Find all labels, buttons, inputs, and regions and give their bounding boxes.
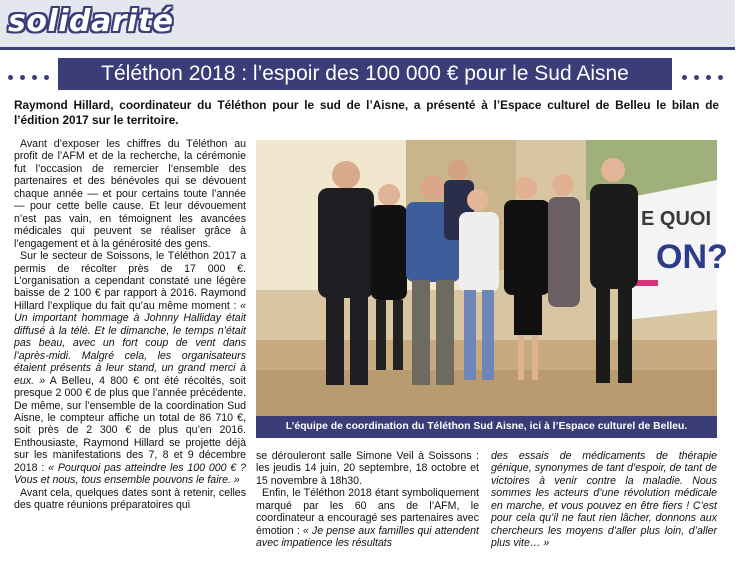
banner-text: ON? bbox=[656, 238, 728, 276]
group-photo-illustration bbox=[256, 140, 728, 416]
column-3 bbox=[491, 450, 717, 550]
text: Sur le secteur de Soissons, le Téléthon 2017 a permis de récolter près de 17 000 €. L’organisation a cependant constaté une légère baisse de 2 100 € par rapport à 2016. Raymond Hillard l’explique du fait qu’au même moment : bbox=[14, 250, 246, 312]
quote: « Pourquoi pas atteindre les 100 000 € ? Vous et nous, tous ensemble pouvons le faire. » bbox=[14, 461, 246, 487]
column-1 bbox=[14, 138, 246, 512]
photo-caption: L’équipe de coordination du Téléthon Sud Aisne, ici à l’Espace culturel de Belleu. bbox=[256, 416, 717, 438]
header-band bbox=[0, 0, 735, 50]
group-photo bbox=[256, 140, 728, 416]
article-lead: Raymond Hillard, coordinateur du Téléthon pour le sud de l’Aisne, a présenté à l’Espace culturel de Belleu le bilan de l’édition 2017 sur le territoire. bbox=[14, 98, 719, 127]
quote: « Un important hommage à Johnny Halliday était diffusé à la télé. Et le dimanche, le temps n’était pas beau, avec un fort coup de vent dans l’après-midi. Malgré cela, les organisateurs étaient présents à leur stand, un grand merci à eux. » bbox=[14, 299, 246, 387]
text: A Belleu, 4 800 € ont été récoltés, soit presque 2 000 € de plus que l’année précédente. De même, sur l’ensemble de la coordination Sud Aisne, le compteur affiche un total de 86 710 €, soit près de 2 300 € de plus qu’en 2016. Enthousiaste, Raymond Hillard se projette déjà sur les manifestations des 7, 8 et 9 décembre 2018 : bbox=[14, 374, 246, 474]
banner-text: E QUOI bbox=[641, 208, 712, 230]
quote: « Je pense aux familles qui attendent avec impatience les résultats bbox=[256, 524, 479, 550]
paragraph: Avant cela, quelques dates sont à retenir, celles des quatre réunions préparatoires qui bbox=[14, 486, 246, 512]
text: Enfin, le Téléthon 2018 étant symboliquement marqué par les 60 ans de l’AFM, le coordinateur a encouragé ses partenaires avec émotion : bbox=[256, 487, 479, 537]
column-2 bbox=[256, 450, 479, 550]
section-name: solidarité bbox=[8, 4, 174, 39]
right-dots-ornament bbox=[682, 67, 742, 75]
paragraph: Avant d’exposer les chiffres du Téléthon au profit de l’AFM et de la recherche, la cérémonie fut l’occasion de remercier l’ensemble des partenaires et des bénévoles qui se dévouent chaque année — et pour certains toute l’année — pour cette belle cause. Et leur dévouement n’est pas vain, en témoignent les avancées médicales qui peuvent se réaliser grâce à l’engagement et à la générosité des gens. bbox=[14, 138, 246, 250]
quote: des essais de médicaments de thérapie génique, synonymes de tant d’espoir, de tant de victoires à venir contre la maladie. Nous sommes les acteurs d’une révolution médicale en marche, et vous pouvez en être fiers ! C’est pour cela qu’il ne faut rien lâcher, donnons aux chercheurs les moyens d’aller plus loin, d’aller plus vite… » bbox=[491, 450, 717, 550]
article-title: Téléthon 2018 : l’espoir des 100 000 € pour le Sud Aisne bbox=[58, 58, 672, 90]
paragraph bbox=[491, 450, 717, 550]
paragraph bbox=[14, 250, 246, 487]
paragraph: se dérouleront salle Simone Veil à Soissons : les jeudis 14 juin, 20 septembre, 18 octobre et 15 novembre à 18h30. bbox=[256, 450, 479, 487]
paragraph bbox=[256, 487, 479, 549]
